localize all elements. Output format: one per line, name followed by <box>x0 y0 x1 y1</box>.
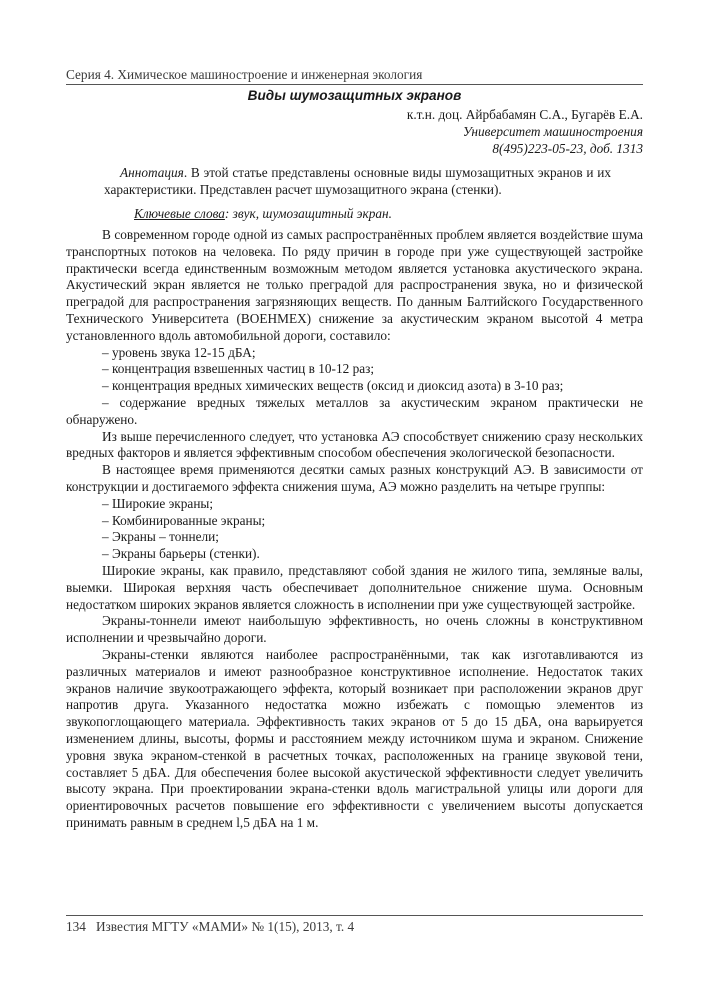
author-phone: 8(495)223-05-23, доб. 1313 <box>492 141 643 156</box>
annotation-paragraph <box>104 164 611 198</box>
running-header: Серия 4. Химическое машиностроение и инженерная экология <box>66 67 423 82</box>
annotation-text: . В этой статье представлены основные виды шумозащитных экранов и их характеристики. Представлен расчет шумозащитного экрана (стенки). <box>104 165 611 197</box>
list-item: – содержание вредных тяжелых металлов за акустическим экраном практически не обнаружено. <box>66 394 643 427</box>
list-item: – уровень звука 12-15 дБА; <box>102 344 256 360</box>
author-block <box>143 106 643 157</box>
paragraph-1: В современном городе одной из самых распространённых проблем является воздействие шума транспортных потоков на человека. По ряду причин в городе при уже существующей застройке практически всегда единственным возможным методом является установка акустического экрана. Акустический экран является не только преградой для распространения звука, но и физической преградой для распространения загрязняющих веществ. По данным Балтийского Государственного Технического Университета (ВОЕНМЕХ) снижение за акустическим экраном высотой 4 метра установленного вдоль автомобильной дороги, составило: <box>66 227 643 343</box>
keywords <box>134 205 611 222</box>
keywords-text: : звук, шумозащитный экран. <box>224 206 392 221</box>
list-item: – Комбинированные экраны; <box>102 512 266 528</box>
running-footer <box>66 918 643 935</box>
annotation-label: Аннотация <box>120 165 184 180</box>
paragraph-4: Широкие экраны, как правило, представляют собой здания не жилого типа, земляные валы, выемки. Широкая верхняя часть обеспечивает дополнительное снижение шума. Основным недостатком широких экранов является сложность в исполнении при уже существующей застройке. <box>66 562 643 612</box>
paragraph-5: Экраны-тоннели имеют наибольшую эффективность, но очень сложны в конструктивном исполнении и чрезвычайно дороги. <box>66 613 643 646</box>
keywords-label: Ключевые слова <box>134 206 225 221</box>
list-item: – Экраны барьеры (стенки). <box>102 546 260 562</box>
header-divider <box>66 84 643 85</box>
paragraph-6: Экраны-стенки являются наиболее распространёнными, так как изготавливаются из различных материалов и имеют разнообразное конструктивное исполнение. Недостаток таких экранов наличие звукоотражающего эффекта, который возникает при расположении экранов друг напротив друга. Указанного недостатка можно избежать с помощью элементов из звукопоглощающего материала. Эффективность таких экранов от 5 до 15 дБА, она варьируется изменением длины, высоты, формы и расстоянием между источником шума и экраном. Снижение уровня звука экраном-стенкой в расчетных точках, расположенных на границе звуковой тени, составляет 5 дБА. Для обеспечения более высокой акустической эффективности следует увеличить высоту экрана. При проектировании экрана-стенки вдоль магистральной улицы или дороги для ориентировочных расчетов повышение его эффективности с увеличением высоты допускается принимать равным в среднем l,5 дБА на 1 м. <box>66 646 643 830</box>
footer-divider <box>66 915 643 916</box>
author-names: к.т.н. доц. Айрбабамян С.А., Бугарёв Е.А. <box>406 107 643 122</box>
annotation <box>104 164 611 198</box>
list-item: – Широкие экраны; <box>102 495 214 511</box>
paragraph-2: Из выше перечисленного следует, что установка АЭ способствует снижению сразу нескольких вредных факторов и является эффективным способом обеспечения экологической безопасности. <box>66 428 643 461</box>
page-number: 134 <box>66 919 86 934</box>
list-item: – концентрация вредных химических веществ (оксид и диоксид азота) в 3-10 раз; <box>102 378 564 394</box>
list-item: – Экраны – тоннели; <box>102 529 219 545</box>
journal-citation: Известия МГТУ «МАМИ» № 1(15), 2013, т. 4 <box>95 919 355 934</box>
list-item: – концентрация взвешенных частиц в 10-12 раз; <box>102 361 375 377</box>
article-title: Виды шумозащитных экранов <box>247 88 462 103</box>
article-body <box>66 227 643 832</box>
paragraph-3: В настоящее время применяются десятки самых разных конструкций АЭ. В зависимости от конструкции и достигаемого эффекта снижения шума, АЭ можно разделить на четыре группы: <box>66 462 643 494</box>
author-affiliation: Университет машиностроения <box>462 124 643 139</box>
